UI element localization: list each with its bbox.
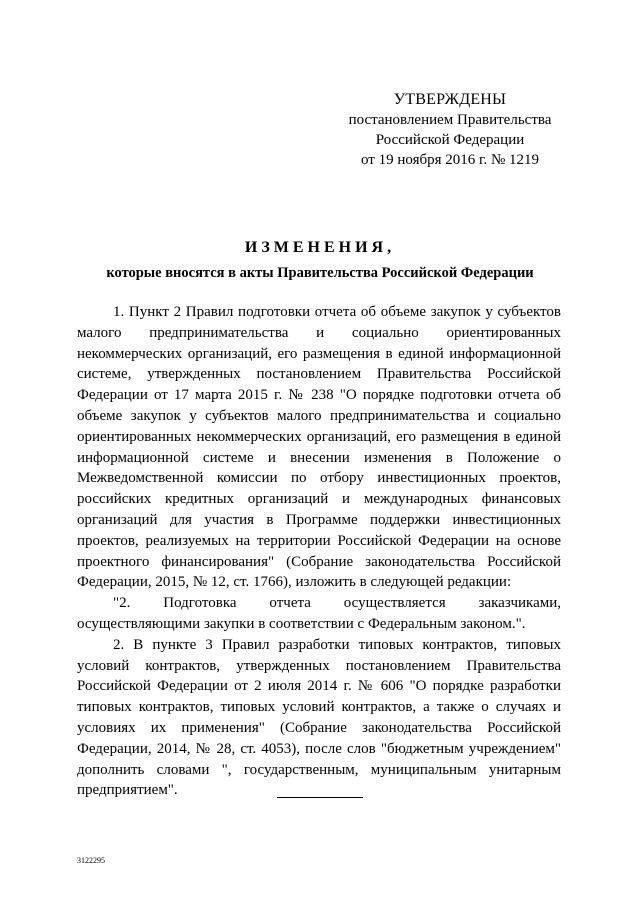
document-subtitle: которые вносятся в акты Правительства Российской Федерации <box>106 265 534 281</box>
paragraph-1: 1. Пункт 2 Правил подготовки отчета об объеме закупок у субъектов малого предпринимательства и социально ориентированных некоммерческих организаций, его размещения в единой информационной системе, утвержденных постановлением Правительства Российской Федерации от 17 марта 2015 г. № 238 "О порядке подготовки отчета об объеме закупок у субъектов малого предпринимательства и социально ориентированных некоммерческих организаций, его размещения в единой информационной системе и внесении изменения в Положение о Межведомственной комиссии по отбору инвестиционных проектов, российских кредитных организаций и международных финансовых организаций для участия в Программе поддержки инвестиционных проектов, реализуемых на территории Российской Федерации на основе проектного финансирования" (Собрание законодательства Российской Федерации, 2015, № 12, ст. 1766), изложить в следующей редакции: <box>77 304 561 591</box>
paragraph-3: 2. В пункте 3 Правил разработки типовых контрактов, типовых условий контрактов, утвержденных постановлением Правительства Российской Федерации от 2 июля 2014 г. № 606 "О порядке разработки типовых контрактов, типовых условий контрактов, а также о случаях и условиях их применения" (Собрание законодательства Российской Федерации, 2014, № 28, ст. 4053), после слов "бюджетным учреждением" дополнить словами ", государственным, муниципальным унитарным предприятием". <box>77 636 561 799</box>
approval-line-3: от 19 ноября 2016 г. № 1219 <box>360 152 540 168</box>
closing-divider <box>277 797 363 798</box>
approval-line-2: Российской Федерации <box>375 132 525 148</box>
approval-title: УТВЕРЖДЕНЫ <box>393 91 507 108</box>
document-title: ИЗМЕНЕНИЯ, <box>244 239 396 256</box>
approval-line-1: постановлением Правительства <box>348 112 552 128</box>
paragraph-2: "2. Подготовка отчета осуществляется заказчиками, осуществляющими закупки в соответствии с Федеральным законом.". <box>77 595 561 632</box>
document-body <box>77 302 561 801</box>
document-heading <box>0 237 640 283</box>
approval-block <box>330 90 570 170</box>
document-number: 3122295 <box>77 856 105 865</box>
